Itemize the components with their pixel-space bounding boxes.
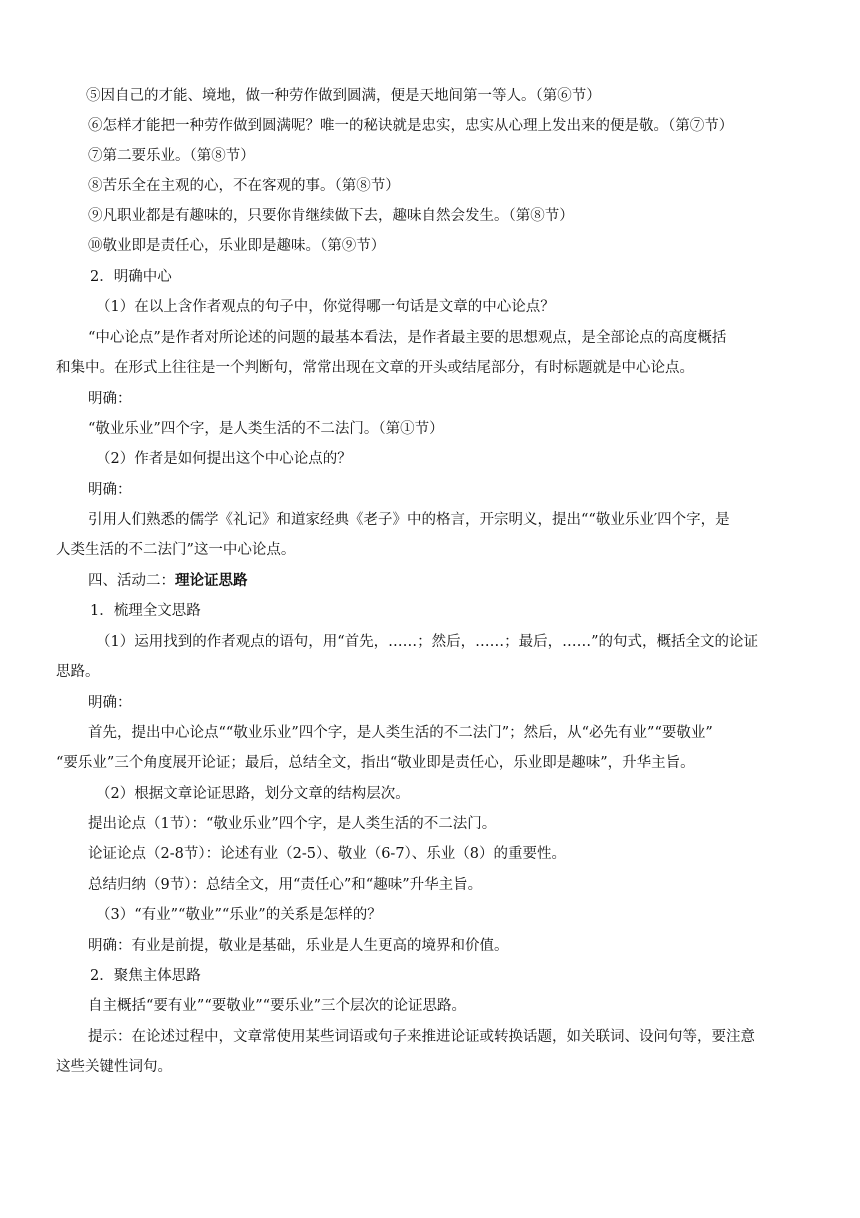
hint-line-1: 提示：在论述过程中，文章常使用某些词语或句子来推进论证或转换话题，如关联词、设问句等，要注意 [88,1029,755,1045]
section-title: 理论证思路 [175,572,248,589]
question-2: （2）作者是如何提出这个中心论点的？ [96,451,352,467]
heading-clarify-center: 2．明确中心 [90,269,172,285]
structure-part-1: 提出论点（1节）：“敬业乐业”四个字，是人类生活的不二法门。 [88,816,497,832]
structure-part-3: 总结归纳（9节）：总结全文，用“责任心”和“趣味”升华主旨。 [88,877,483,893]
question-3: （3）“有业”“敬业”“乐业”的关系是怎样的？ [96,907,382,923]
answer-label: 明确： [88,695,132,711]
definition-line-2: 和集中。在形式上往往是一个判断句，常常出现在文章的开头或结尾部分，有时标题就是中心论点。 [56,360,694,376]
hint-line-2: 这些关键性词句。 [56,1059,172,1075]
answer-text: 明确：有业是前提，敬业是基础，乐业是人生更高的境界和价值。 [88,938,509,954]
viewpoint-10: ⑩敬业即是责任心，乐业即是趣味。（第⑨节） [88,238,386,254]
section-heading-activity-2 [88,566,248,596]
answer-label: 明确： [88,482,132,498]
answer-line-2: “要乐业”三个角度展开论证；最后，总结全文，指出“敬业即是责任心，乐业即是趣味”，升华主旨。 [56,755,695,771]
task-text: 自主概括“要有业”“要敬业”“要乐业”三个层次的论证思路。 [88,998,466,1014]
question-1-line-2: 思路。 [56,664,100,680]
question-1-line-1: （1）运用找到的作者观点的语句，用“首先，……；然后，……；最后，……”的句式，概括全文的论证 [96,634,759,650]
answer-text: “敬业乐业”四个字，是人类生活的不二法门。（第①节） [88,421,444,437]
viewpoint-9: ⑨凡职业都是有趣味的，只要你肯继续做下去，趣味自然会发生。（第⑧节） [88,208,574,224]
viewpoint-7: ⑦第二要乐业。（第⑧节） [88,148,255,164]
answer-label: 明确： [88,391,132,407]
section-prefix: 四、活动二： [88,573,175,589]
question-1: （1）在以上含作者观点的句子中，你觉得哪一句话是文章的中心论点？ [96,299,555,315]
question-2: （2）根据文章论证思路，划分文章的结构层次。 [96,786,410,802]
structure-part-2: 论证论点（2-8节）：论述有业（2-5）、敬业（6-7）、乐业（8）的重要性。 [88,846,567,862]
heading-focus-main: 2．聚焦主体思路 [90,968,201,984]
viewpoint-8: ⑧苦乐全在主观的心，不在客观的事。（第⑧节） [88,178,400,194]
viewpoint-5: ⑤因自己的才能、境地，做一种劳作做到圆满，便是天地间第一等人。（第⑥节） [86,88,601,104]
heading-sort-thinking: 1．梳理全文思路 [90,603,201,619]
viewpoint-6: ⑥怎样才能把一种劳作做到圆满呢？唯一的秘诀就是忠实，忠实从心理上发出来的便是敬。（第⑦节） [88,118,734,134]
answer-line-1: 引用人们熟悉的儒学《礼记》和道家经典《老子》中的格言，开宗明义，提出““敬业乐业′四个字，是 [88,512,730,528]
answer-line-2: 人类生活的不二法门”这一中心论点。 [56,542,296,558]
answer-line-1: 首先，提出中心论点““敬业乐业”四个字，是人类生活的不二法门”；然后，从“必先有业”“要敬业” [88,725,713,741]
definition-line-1: “中心论点”是作者对所论述的问题的最基本看法，是作者最主要的思想观点，是全部论点的高度概括 [88,330,727,346]
